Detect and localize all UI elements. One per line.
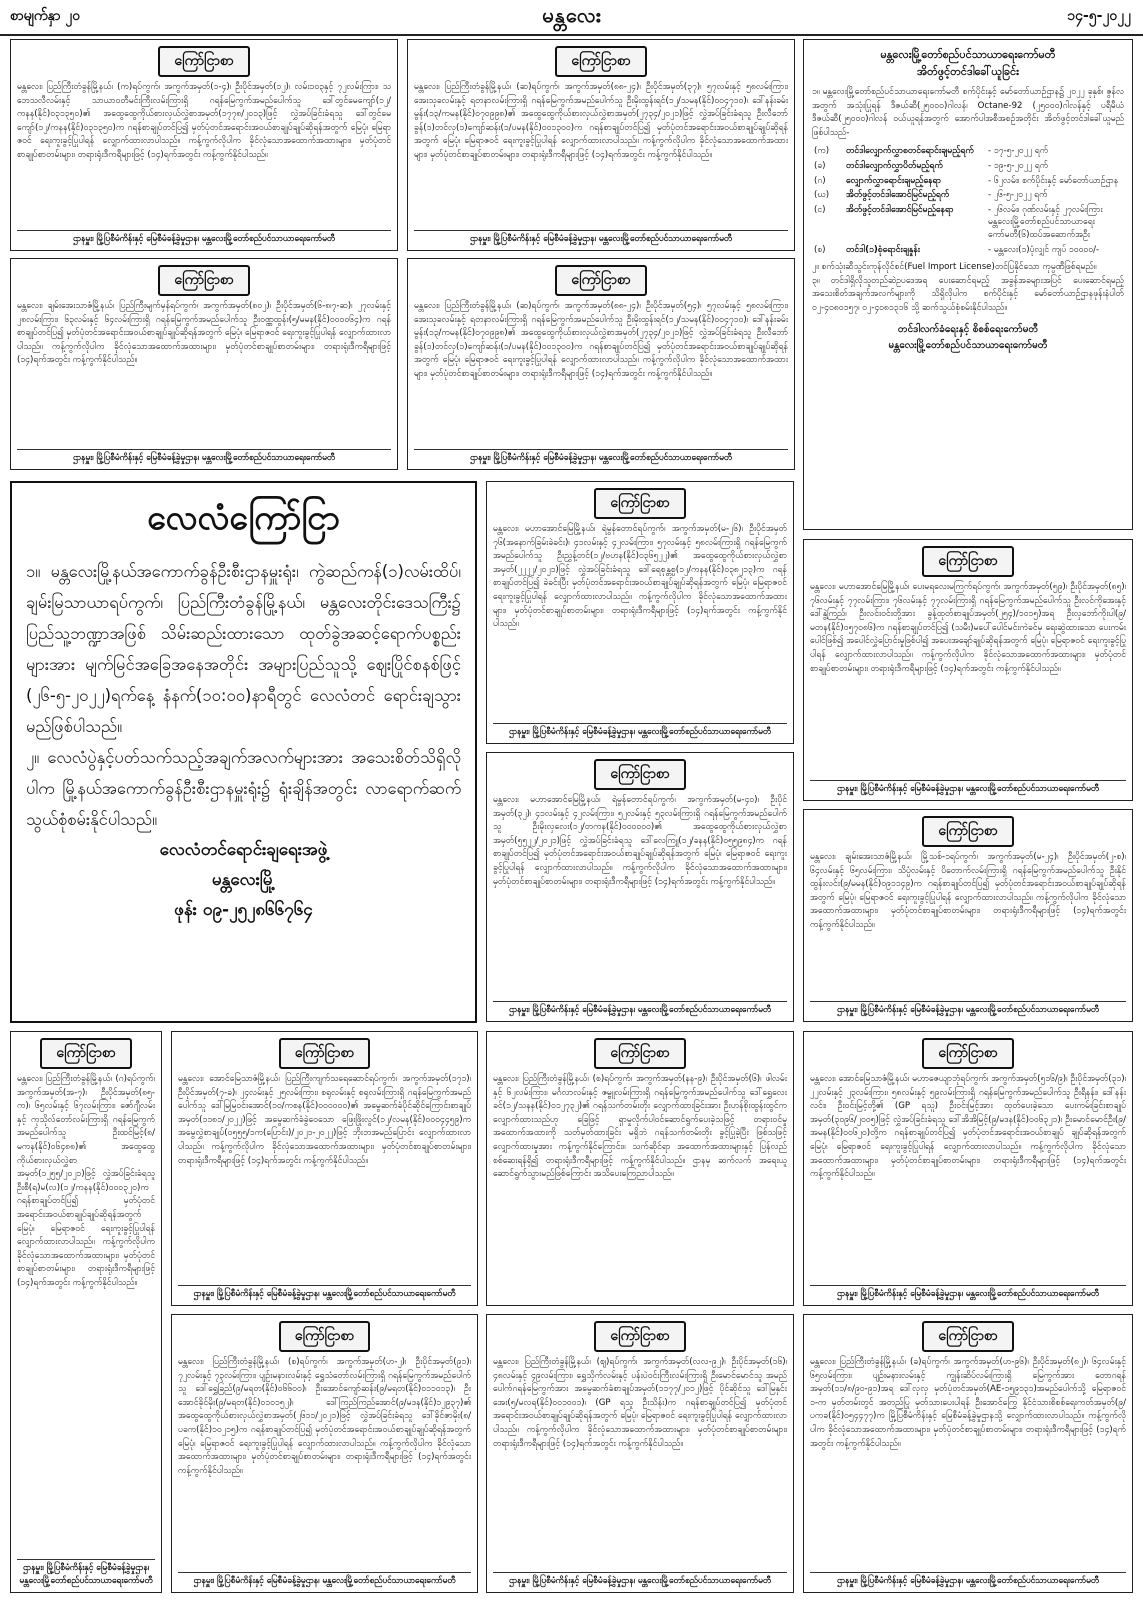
notice-title: ကြော်ငြာစာ <box>922 1038 1013 1069</box>
notice-body: မန္တလေး၊ အောင်မြေသာဇံမြို့နယ်၊ မဟာဇေယျာဘုံရပ်ကွက်၊ အကွက်အမှတ်(၅၁၆/၉)၊ ဦးပိုင်အမှတ်(၃၁)၊ ၂၂လမ်းနှင့် ၂၃လမ်းကြား၊ ၅၈လမ်းနှင့် ၅၉လမ်းကြားရှိ ဂရန်မြေကွက်အမည်ပေါက်သူ ဦးရီနန်း၊ ဒေါ်နန်းလင်း၊ ဦးဝင်းမြင့်တို့၏ (GP ရသူ) ဦးဝင်းမြင့်အား ထုတ်ပေးခဲ့သော ပေးကမ်းခြင်းစာချုပ်အမှတ်(၃၀၉၆/၂၀၀၅)ဖြင့် လွှဲအပ်ခြင်းခံရသူ ဒေါ်အိအိမြင့်(၉/မဒန(နိုင်)၀၀၆၃၂၁)၊ ဦးမောင်မောင်ဦး(၉/အမန(နိုင်)၀၀၆၂၀)တို့က ဂရန်စာချုပ်တင်ပြ၍ မှတ်ပုံတင်အရောင်းအဝယ်စာချုပ် ချုပ်ဆိုရန်အတွက် မြေပုံ၊ မြေရာဇဝင် ရေးကူးခွင့်ပြုပါရန် လျှောက်ထားလာပါသည်။ ကန့်ကွက်လိုပါက ခိုင်လုံသောအထောက်အထားများ၊ မှတ်ပုံတင်စာချုပ်စာတမ်းများ၊ တရားရုံးဒီကရီများဖြင့် (၁၄)ရက်အတွင်း ကန့်ကွက်နိုင်ပါသည်။ <box>810 1074 1129 1180</box>
notice-body: မန္တလေး၊ ပြည်ကြီးတံခွန်မြို့နယ်၊ (ဈ)ရပ်ကွက်၊ အကွက်အမှတ်(လလ-၉၂)၊ ဦးပိုင်အမှတ်(၁၆)၊ ၄၈လမ်းနှင့် ၄၉လမ်းကြား၊ ရွှေသိုက်လမ်းနှင့် ပန်းပဲဝင်းကြီးလမ်းကြားရှိ ဦးမောင်မောင်သူ အမည်ပေါက်ဂရန်မြေကွက်အား အမွေဆက်ခံစာချုပ်အမှတ်(၁၁၇၇/၂၀၁၂)ဖြင့် ပိုင်ဆိုင်သူ ဒေါ်မြနှင်းအေး(၅/မလရ(နိုင်)၀၀၁၀၀၁)၊ (GP ရသူ ဦးသိန်း)က ဂရန်စာချုပ်တင်ပြ၍ မှတ်ပုံတင်အရောင်းအဝယ်စာချုပ်ချုပ်ဆိုရန်အတွက် မြေပုံ၊ မြေရာဇဝင် ရေးကူးခွင့်ပြုပါရန် လျှောက်ထားလာပါသည်။ ကန့်ကွက်လိုပါက ခိုင်လုံသောအထောက်အထားများ၊ မှတ်ပုံတင်စာချုပ်စာတမ်းများ၊ တရားရုံးဒီကရီများဖြင့် (၁၄)ရက်အတွင်း ကန့်ကွက်နိုင်ပါသည်။ <box>493 1357 790 1449</box>
notice-1 <box>10 39 398 251</box>
notice-title: ကြော်ငြာစာ <box>594 488 685 519</box>
notice-signature: ဌာနမှူး၊ မြို့ပြစီမံကိန်းနှင့် မြေစီမံခန့်ခွဲမှုဌာန၊ မန္တလေးမြို့တော်စည်ပင်သာယာရေးကော်မတီ <box>178 1285 471 1301</box>
notice-body: မန္တလေး၊ မဟာအောင်မြေမြို့နယ်၊ ရဲမွန်တောင်ရပ်ကွက်၊ အကွက်အမှတ်(မ-၂၆)၊ ဦးပိုင်အမှတ် ၇၆(အနောက်ခြမ်းခဲခင်း)၊ ၄၁လမ်းနှင့် ၄၂လမ်းကြား၊ ၅၇လမ်းနှင့် ၅၈လမ်းကြားရှိ ဂရန်မြေကွက်အမည်ပေါက်သူ ဦးညွှန့်တင်(၁၂/ဗဟန(နိုင်)၀၃၆၅၂၂)၏ အထွေထွေကိုယ်စားလှယ်လွှဲစာအမှတ်(၂၂၂၂/၂၀၂၁)ဖြင့် လွှဲအပ်ခြင်းခံရသူ ဒေါ်ရေစုန္တစ္ပ(၁၂/ကနန(နိုင်)၀၃၈၂၁၃)က ဂရန်စာချုပ်တင်ပြ၍ ခဲခင်းပြီး မှတ်ပုံတင်အရောင်းအဝယ်စာချုပ်ချုပ်ဆိုရန်အတွက် မြေပုံ၊ မြေရာဇဝင် ရေးကူးခွင့်ပြုပါရန် လျှောက်ထားလာပါသည်။ ကန့်ကွက်လိုပါက ခိုင်လုံသောအထောက်အထားများ၊ မှတ်ပုံတင်စာချုပ်စာတမ်းများ၊ တရားရုံးဒီကရီများဖြင့် (၁၄)ရက်အတွင်း ကန့်ကွက်နိုင်ပါသည်။ <box>493 524 790 630</box>
fuel-tender-notice <box>803 39 1133 530</box>
notice-body: မန္တလေး၊ ပြည်ကြီးတံခွန်မြို့နယ်၊ (ဆ)ရပ်ကွက်၊ အကွက်အမှတ်(၈၈-၂၄)၊ ဦးပိုင်အမှတ်(၃၇)၊ ၅၇လမ်းနှင့် ၅၈လမ်းကြား၊ အေးသုခလမ်းနှင့် ရတနာလမ်းကြားရှိ ဂရန်မြေကွက်အမည်ပေါက်သူ ဦးမိုးထွန်းရင်(၁၂/သမန(နိုင်)၀၀၄၇၁၀)၊ ဒေါ်နန်းခမ်းမွန်း(၁၃/ကမန(နိုင်)၀၇၀၉၉၈)၏ အထွေထွေကိုယ်စားလှယ်လွှဲစာအမှတ်(၂၇၃၄/၂၀၂၁)ဖြင့် လွှဲအပ်ခြင်းခံရသူ ဦးလီဘော်ခွန်(၁)တင်လှ(၁)ကျော်ဆန်း(၁/ပမန(နိုင်)၀၀၁၃၀၀)က ဂရန်စာချုပ်တင်ပြ၍ မှတ်ပုံတင်အရောင်းအဝယ်စာချုပ်ချုပ်ဆိုရန်အတွက် မြေပုံ၊ မြေရာဇဝင် ရေးကူးခွင့်ပြုပါရန် လျှောက်ထားလာပါသည်။ ကန့်ကွက်လိုပါက ခိုင်လုံသောအထောက်အထားများ၊ မှတ်ပုံတင်စာချုပ်စာတမ်းများ၊ တရားရုံးဒီကရီများဖြင့် (၁၄)ရက်အတွင်း ကန့်ကွက်နိုင်ပါသည်။ <box>414 82 791 160</box>
tender-heading <box>812 46 1124 80</box>
notice-body: မန္တလေး၊ ပြည်ကြီးတံခွန်မြို့နယ်၊ (က)ရပ်ကွက်၊ အကွက်အမှတ်(၁-၄)၊ ဦးပိုင်အမှတ်(၁၂)၊ လမ်း၁၀၃နှင့် ၇၂လမ်းကြား၊ သဘေသလီလမ်းနှင့် သာယာဝတီမင်းကြီးလမ်းကြားရှိ ဂရန်မြေကွက်အမည်ပေါက်သူ ဒေါ်တွင်မေကျော်(၁၂/ကနန(နိုင်)၀၃၁၃၅၀)၏ အထွေထွေကိုယ်စားလှယ်လွှဲစာအမှတ်(၁၇၇၈/၂၀၁၃)ဖြင့် လွှဲအပ်ခြင်းခံရသူ ဒေါ်တွင်မေကျော်(၁၂/ကနန(နိုင်)၀၃၁၃၅၀)က ဂရန်စာချုပ်တင်ပြ၍ မှတ်ပုံတင်အရောင်းအဝယ်စာချုပ်ချုပ်ဆိုရန်အတွက် မြေပုံ၊ မြေရာဇဝင် ရေးကူးခွင့်ပြုပါရန် လျှောက်ထားလာပါသည်။ ကန့်ကွက်လိုပါက ခိုင်လုံသောအထောက်အထားများ၊ မှတ်ပုံတင်စာချုပ်စာတမ်းများ၊ တရားရုံးဒီကရီများဖြင့် (၁၄)ရက်အတွင်း ကန့်ကွက်နိုင်ပါသည်။ <box>17 82 391 160</box>
notice-title: ကြော်ငြာစာ <box>555 46 646 77</box>
tender-schedule <box>812 144 1124 257</box>
auction-signature: လေလံတင်ရောင်းချရေးအဖွဲ့ မန္တလေးမြို့ ဖုန်း ၀၉-၂၅၂၈၆၆၇၆၄ <box>26 835 461 925</box>
page-number: စာမျက်နှာ ၂၀ <box>10 8 81 24</box>
tender-para-2: ၂။ စက်သုံးဆီသွင်းကုန်လိုင်စင်(Fuel Import License)တင်ပြနိုင်သော ကုမ္ပဏီဖြစ်ရမည်။ <box>812 262 1097 273</box>
notice-11 <box>486 1031 794 1306</box>
notice-body: မန္တလေး၊ အောင်မြေသာဇံမြို့နယ်၊ ပြည်ကြီးကျက်သရေဆောင်ရပ်ကွက်၊ အကွက်အမှတ်(၁၇၁)၊ ဦးပိုင်အမှတ်(၇-ခ)၊ ၂၄လမ်းနှင့် ၂၅လမ်းကြား၊ စရုလမ်းနှင့် စရုလမ်းကြားရှိ ဂရန်မြေကွက်အမည်ပေါက်သူ ဒေါ်မြမြဝင်းအောင်(၁၀/ကစန(နိုင်)၀၀၀၀၀၀)၏ အမွေဆက်ခံပိုင်ဆိုင်ကြောင်းစာချုပ်အမှတ်(၁၁၈၁/၂၀၂၂)ဖြင့် အမွေဆက်ခံခွဲဝေသော ဖြေးဖြိုးလွင်(၁၂/လမန(နိုင်)၀၀၀၄၄၅၉)က အမွေလွှဲစာချုပ်(၀၅၅၅/၁က(ပြောင်း)/၂၀၂၁-၂၀၂၂)ဖြင့် ဘိုးဘအမည်ပြောင်း လျှောက်ထားလာပါသည်။ ကန့်ကွက်လိုပါက ခိုင်လုံသောအထောက်အထားများ၊ မှတ်ပုံတင်စာချုပ်စာတမ်းများ၊ တရားရုံးဒီကရီများဖြင့် (၁၄)ရက်အတွင်း ကန့်ကွက်နိုင်ပါသည်။ <box>178 1074 474 1166</box>
notice-title: ကြော်ငြာစာ <box>158 46 249 77</box>
page-header <box>0 0 1143 36</box>
notice-signature: ဌာနမှူး၊ မြို့ပြစီမံကိန်းနှင့် မြေစီမံခန့်ခွဲမှုဌာန၊ မန္တလေးမြို့တော်စည်ပင်သာယာရေးကော်မတီ <box>17 449 391 465</box>
notice-body: မန္တလေး၊ မဟာအောင်မြေမြို့နယ်၊ ရဲမွန်တောင်ရပ်ကွက်၊ အကွက်အမှတ်(မ-၄၀)၊ ဦးပိုင်အမှတ်(၃၂)၊ ၄၁လမ်းနှင့် ၄၂လမ်းကြား၊ ၅၂လမ်းနှင့် ၅၃လမ်းကြားရှိ ဂရန်မြေကွက်အမည်ပေါက်သူ ဦးမိုးလှလေး(၁၂/တကန(နိုင်)၀၀၀၀၀၀)၏ အထွေထွေကိုယ်စားလှယ်လွှဲစာအမှတ်(၅၅၂၂/၂၀၂၁)ဖြင့် လွှဲအပ်ခြင်းခံရသူ ဒေါ်လေကြူ(၁၂/ခနန(နိုင်)၀၅၅၉၈၄)က ဂရန်စာချုပ်တင်ပြ၍ မှတ်ပုံတင်အရောင်းအဝယ်စာချုပ်ချုပ်ဆိုရန်အတွက် မြေပုံ၊ မြေရာဇဝင် ရေးကူးခွင့်ပြုပါရန် လျှောက်ထားလာပါသည်။ ကန့်ကွက်လိုပါက ခိုင်လုံသောအထောက်အထားများ၊ မှတ်ပုံတင်စာချုပ်စာတမ်းများ၊ တရားရုံးဒီကရီများဖြင့် (၁၄)ရက်အတွင်း ကန့်ကွက်နိုင်ပါသည်။ <box>493 795 790 887</box>
notice-signature: ဌာနမှူး၊ မြို့ပြစီမံကိန်းနှင့် မြေစီမံခန့်ခွဲမှုဌာန၊ မန္တလေးမြို့တော်စည်ပင်သာယာရေးကော်မတီ <box>810 1572 1126 1588</box>
table-row: (ခ) တင်ဒါလျှောက်လွှာပိတ်မည့်ရက် - ၁၉-၅-၂၀၂၂ ရက် <box>814 160 1049 171</box>
notice-signature: ဌာနမှူး၊ မြို့ပြစီမံကိန်းနှင့် မြေစီမံခန့်ခွဲမှုဌာန၊ မန္တလေးမြို့တော်စည်ပင်သာယာရေးကော်မတီ <box>414 230 788 246</box>
notice-10 <box>171 1031 478 1306</box>
notice-signature: ဌာနမှူး၊ မြို့ပြစီမံကိန်းနှင့် မြေစီမံခန့်ခွဲမှုဌာန၊ မန္တလေးမြို့တော်စည်ပင်သာယာရေးကော်မတီ <box>493 1001 787 1017</box>
notice-body: မန္တလေး၊ ပြည်ကြီးတံခွန်မြို့နယ်၊ (ဂ)ရပ်ကွက်၊ အကွက်အမှတ်(အ-၇)၊ ဦးပိုင်အမှတ်(၈၅-က)၊ ၆၅လမ်းနှင့် ၆၇လမ်းကြား၊ ဇော်ဂျီလမ်းနှင့် ကုသိုလ်တော်လမ်းကြားရှိ ဂရန်မြေကွက်အမည်ပေါက်သူ ဦးထင်မြင့်(၈/မကန(နိုင်)၀၆၄၈၈)၏ အထွေထွေကိုယ်စားလှယ်လွှဲစာအမှတ်(၁၂၅၅/၂၀၂၁)ဖြင့် လွှဲအပ်ခြင်းခံရသူ ဦးစီ(ရ)မ(လ)(၁၂/ကနန(နိုင်)၀၀၀၃၂၀)က ဂရန်စာချုပ်တင်ပြ၍ မှတ်ပုံတင်အရောင်းအဝယ်စာချုပ်ချုပ်ဆိုရန်အတွက် မြေပုံ၊ မြေရာဇဝင် ရေးကူးခွင့်ပြုပါရန် လျှောက်ထားလာပါသည်။ ကန့်ကွက်လိုပါက ခိုင်လုံသောအထောက်အထားများ၊ မှတ်ပုံတင်စာချုပ်စာတမ်းများ၊ တရားရုံးဒီကရီများဖြင့် (၁၄)ရက်အတွင်း ကန့်ကွက်နိုင်ပါသည်။ <box>17 1074 158 1288</box>
table-row: (စ) တင်ဒါ(၁)စုံရောင်းချနှုန်း - မန္တလေး(၁)ပုံလျှင် ကျပ် ၁၀၀၀၀/- <box>814 244 1100 255</box>
auction-para-2: ၂။ လေလံပွဲနှင့်ပတ်သက်သည့်အချက်အလက်များအား အသေးစိတ်သိရှိလိုပါက မြို့နယ်အကောက်ခွန်ဦးစီးဌာနမှူးရုံး၌ ရုံးချိန်အတွင်း လာရောက်ဆက်သွယ်စုံစမ်းနိုင်ပါသည်။ <box>26 748 461 829</box>
notice-2 <box>407 39 795 251</box>
notice-body: မန္တလေး၊ ပြည်ကြီးတံခွန်မြို့နယ်၊ (စ)ရပ်ကွက်၊ အကွက်အမှတ်(ဟ-၂)၊ ဦးပိုင်အမှတ်(၉၁)၊ ၇၂လမ်းနှင့် ၇၃လမ်းကြား၊ ပျဉ်းမနားလမ်းနှင့် ရွှေသံတော်လမ်းကြားရှိ ဂရန်မြေကွက်အမည်ပေါက်သူ ဒေါ်ရွှေခြည်(၉/မရတ(နိုင်)၀၆၆၀၀)၊ ဦးအောင်ကျော်ဆန်း(၉/မရတ(နိုင်)၀၁၁၀၁၃)၊ ဦးအောင်ခိုင်မိုး(၉/မရတ(နိုင်)၀၁၀၁၅၂)၊ ဒေါ်ကြည်ကြည်အောင်(၉/မဒန(နိုင်)၁၂၉၃၇)၏ အထွေထွေကိုယ်စားလှယ်လွှဲစာအမှတ်(၂၆၁၁/၂၀၂၁)ဖြင့် လွှဲအပ်ခြင်းခံရသူ ဒေါ်ခိုင်ဇာမိုး(၈/ပခက(နိုင်)၁၀၂၁၅)က ဂရန်စာချုပ်တင်ပြ၍ မှတ်ပုံတင်အရောင်းအဝယ်စာချုပ်ချုပ်ဆိုရန်အတွက် မြေပုံ၊ မြေရာဇဝင် ရေးကူးခွင့်ပြုပါရန် လျှောက်ထားလာပါသည်။ ကန့်ကွက်လိုပါက ခိုင်လုံသောအထောက်အထားများ၊ မှတ်ပုံတင်စာချုပ်စာတမ်းများ၊ တရားရုံးဒီကရီများဖြင့် (၁၄)ရက်အတွင်း ကန့်ကွက်နိုင်ပါသည်။ <box>178 1357 474 1476</box>
auction-phone: ဖုန်း ၀၉-၂၅၂၈၆၆၇၆၄ <box>174 900 313 920</box>
table-row: (င) အိတ်ဖွင့်တင်ဒါအောင်မြင်မည့်နေရာ - ၂၆လမ်း၊ ဂုဏ်လမ်းနှင့် ၂၇လမ်းကြား မန္တလေးမြို့တော်စည်ပင်သာယာရေးကော်မတီ(၆)ထပ်အဆောက်အဦး <box>814 204 1103 240</box>
notice-body: မန္တလေး၊ ချမ်းအေးသာဇံမြို့နယ်၊ မြို့သစ်-၁ရပ်ကွက်၊ အကွက်အမှတ်(မ-၂၄)၊ ဦးပိုင်အမှတ်(၂-စ)၊ ၆၄လမ်းနှင့် ၆၅လမ်းကြား၊ သိပ္ပံလမ်းနှင့် ပိတောက်လမ်းကြားရှိ ဂရန်မြေကွက်အမည်ပေါက်သူ ဦးနိုင်ထွန်းလင်း(၉/မမန(နိုင်)၀၉၁၁၄၉)က ဂရန်စာချုပ်တင်ပြ၍ မှတ်ပုံတင်အရောင်းအဝယ်စာချုပ်ချုပ်ဆိုရန်အတွက် မြေပုံ၊ မြေရာဇဝင် ရေးကူးခွင့်ပြုပါရန် လျှောက်ထားလာပါသည်။ ကန့်ကွက်လိုပါက ခိုင်လုံသောအထောက်အထားများ၊ မှတ်ပုံတင်စာချုပ်စာတမ်းများ၊ တရားရုံးဒီကရီများဖြင့် (၁၄)ရက်အတွင်း ကန့်ကွက်နိုင်ပါသည်။ <box>810 852 1129 930</box>
table-row: (ဃ) အိတ်ဖွင့်တင်ဒါအောင်မြင်မည့်ရက် - ၂၆-၅-၂၀၂၂ ရက် <box>814 190 1048 201</box>
auction-notice <box>10 481 477 1023</box>
notice-12 <box>803 1031 1133 1306</box>
notice-title: ကြော်ငြာစာ <box>158 265 249 296</box>
notice-body: မန္တလေး၊ မဟာအောင်မြေမြို့နယ်၊ ပေးမရလေးမကြက်ရပ်ကွက်၊ အကွက်အမှတ်(၅၉)၊ ဦးပိုင်အမှတ်(၈၅)၊ ၇၆လမ်းနှင့် ၇၇လမ်းကြား၊ ၇၆လမ်းနှင့် ၇၇လမ်းကြားရှိ ဂရန်မြေကွက်အမည်ပေါက်သူ ဦးလင်ကိုအေးနှင့် ဒေါ်နွဲ့ကြည်၊ ဦးလင်းဝင်းတို့အား ခွန့်ထုတ်စာချုပ်အမှတ်(၂၅၄)/၁၀၁၅)အရ ဦးလှဘော်ကိုးပါ(၉/မတန(နိုင်)၀၅၇၀၈၆)က ဂရန်စာချုပ်တင်ပြ၍ (သမီး)မပေါ်ပေါင်မင်းကဲခင်မှ ရေးဆွဲထားသော ပေးကမ်းပေါင်ဖြစ်၍ အပေါင်လွှဲပြောင်းမှုဖြစ်ပါ၍ အပေးအချော်ချုပ်ဆိုရန်အတွက် မြေပုံ၊ မြေရာဇဝင် ရေးကူးခွင့်ပြုပါရန် လျှောက်ထားလာပါသည်။ ကန့်ကွက်လိုပါက ခိုင်လုံသောအထောက်အထားများ၊ မှတ်ပုံတင်စာချုပ်စာတမ်းများ၊ တရားရုံးဒီကရီများဖြင့် (၁၄)ရက်အတွင်း ကန့်ကွက်နိုင်ပါသည်။ <box>810 582 1129 674</box>
auction-para-1: ၁။ မန္တလေးမြို့နယ်အကောက်ခွန်ဦးစီးဌာနမှူးရုံး၊ ကွဲဆည်ကန်(၁)လမ်းထိပ်၊ ချမ်းမြသာယာရပ်ကွက်၊ ပြည်ကြီးတံခွန်မြို့နယ်၊ မန္တလေးတိုင်းဒေသကြီး၌ ပြည်သူ့ဘဏ္ဍာအဖြစ် သိမ်းဆည်းထားသော ထုတ်ခွဲအဆင့်ရောက်ပစ္စည်းများအား မျက်မြင်အခြေအနေအတိုင်း အများပြည်သူသို့ ဈေးပြိုင်စနစ်ဖြင့် (၂၆-၅-၂၀၂၂)ရက်နေ့ နံနက်(၁၀:၀၀)နာရီတွင် လေလံတင် ရောင်းချသွားမည်ဖြစ်ပါသည်။ <box>26 562 461 736</box>
notice-9 <box>10 1031 162 1593</box>
tender-org: မန္တလေးမြို့တော်စည်ပင်သာယာရေးကော်မတီ <box>880 48 1056 61</box>
tender-signature: တင်ဒါလက်ခံရေးနှင့် စိစစ်ရေးကော်မတီ မန္တလေးမြို့တော်စည်ပင်သာယာရေးကော်မတီ <box>888 323 1048 351</box>
notice-title: ကြော်ငြာစာ <box>279 1038 370 1069</box>
notice-15 <box>803 1314 1133 1593</box>
notice-4 <box>407 258 795 470</box>
notice-title: ကြော်ငြာစာ <box>594 759 685 790</box>
notice-title: ကြော်ငြာစာ <box>922 816 1013 847</box>
newspaper-logo: မန္တလေး <box>542 3 602 27</box>
notice-13 <box>171 1314 478 1593</box>
notice-signature: ဌာနမှူး၊ မြို့ပြစီမံကိန်းနှင့် မြေစီမံခန့်ခွဲမှုဌာန၊ မန္တလေးမြို့တော်စည်ပင်သာယာရေးကော်မတီ <box>810 1285 1126 1301</box>
notice-3 <box>10 258 398 470</box>
notice-title: ကြော်ငြာစာ <box>594 1321 685 1352</box>
notice-signature: ဌာနမှူး၊ မြို့ပြစီမံကိန်းနှင့် မြေစီမံခန့်ခွဲမှုဌာန၊ မန္တလေးမြို့တော်စည်ပင်သာယာရေးကော်မတီ <box>810 780 1126 796</box>
notice-body: မန္တလေး၊ ပြည်ကြီးတံခွန်မြို့နယ်၊ (စ)ရပ်ကွက်၊ အကွက်အမှတ်(နန-၉)၊ ဦးပိုင်အမှတ်(၆)၊ ဖါလမ်းနှင့် ၆၂လမ်းကြား၊ မင်္ဂလာလမ်းနှင့် ဇမ္ဗူလမ်းကြားရှိ ဂရန်မြေကွက်အမည်ပေါက်သူ ဒေါ်ရွှေလေးခင်(၁၂/သနန(နိုင်)၀၁၂၇၃၂)၏ ဂရန်သက်တမ်းတိုး လျှောက်ထားခြင်းအား ဦးဟန်စိုးထွန်းထွင်က လျှောက်ထားသည်ဟု ခြေဖြင့် ရှာမှုလိုက်ပါဝင်ဆောင်ရွက်ပေးခဲ့သဖြင့် တရားဝင်မှုအထောက်အထားကို သတ်မှတ်ထားခြင်း မရှိဘဲ ဂရန်သက်တမ်းတိုး ခွင့်ပြုခဲ့ပြီး ဖြစ်သဖြင့် လျှောက်ထားမှုအား ကန့်ကွက်နိုင်ကြောင်း။ သက်ဆိုင်ရာ အထောက်အထားများနှင့် ပြန်လည်စစ်ဆေးရန်ရှိ၍ တရားရုံးဒီကရီများဖြင့် ကန့်ကွက်နိုင်ပါသည်။ ဌာနမှ ဆက်လက် အရေးယူဆောင်ရွက်သွားမည်ဖြစ်ကြောင်း အသိပေးကြေညာပါသည်။ <box>493 1074 790 1180</box>
notice-body: မန္တလေး၊ ပြည်ကြီးတံခွန်မြို့နယ်၊ (ခ)ရပ်ကွက်၊ အကွက်အမှတ်(ဟ-၉၆)၊ ဦးပိုင်အမှတ်(၈၂)၊ ၆၄လမ်းနှင့် ၆၅လမ်းကြား၊ ပျဉ်းမနားလမ်းနှင့် ကျွန်းဆိပ်လမ်းကြားရှိ မြေကွက်အား တောဂရန်အမှတ်(၁၁/၈/၉၀-၉၁)အရ ဒေါ်လှလှ မှတ်ပုံတင်အမှတ်(AE-၁၅၉၁၃၁)အမည်ပေါက်သို့ မြေရာဇဝင် ၁-က မှတ်တမ်းတွင် အတည်ပြု မှတ်သားပေးပါရန် ဦးအောင်ကြွေ နိုင်ငံသားစိစစ်ရေးကတ်အမှတ်(၉/ပကခ(နိုင်)၀၅၄၄၇၇)က မြို့ပြစီမံကိန်းနှင့် မြေစီမံခန့်ခွဲမှုဌာနသို့ လျှောက်ထားလာပါသည်။ ကန့်ကွက်လိုပါက ခိုင်လုံသောအထောက်အထားများ၊ မှတ်ပုံတင်စာချုပ်စာတမ်းများ၊ တရားရုံးဒီကရီများဖြင့် (၁၄)ရက်အတွင်း ကန့်ကွက်နိုင်ပါသည်။ <box>810 1357 1129 1449</box>
tender-para-3: ၃။ တင်ဒါရှိလိုသူတည်ဆဲဥပဒေအရ ပေးဆောင်ရမည့် အခွန်အခများအပြင် ပေးဆောင်ရမည့် အသေးစိတ်အချက်အလက်များကို သိရှိလိုပါက စက်ပိုင်းနှင့် မော်တော်ယာဉ်ဌာနဖုန်းနံပါတ် ၀၂-၄၀၈၀၁၅၇၊ ၀၂-၄၀၈၁၃၁၆ သို့ ဆက်သွယ်စုံစမ်းနိုင်ပါသည်။ <box>812 275 1124 313</box>
notice-title: ကြော်ငြာစာ <box>594 1038 685 1069</box>
table-row: (ဂ) လျှောက်လွှာရောင်းချမည့်နေရာ - ၆၂လမ်း၊ စက်ပိုင်းနှင့် မော်တော်ယာဉ်ဌာန <box>814 175 1119 186</box>
notice-signature: ဌာနမှူး၊ မြို့ပြစီမံကိန်းနှင့် မြေစီမံခန့်ခွဲမှုဌာန၊ မန္တလေးမြို့တော်စည်ပင်သာယာရေးကော်မတီ <box>810 1001 1126 1017</box>
notice-body: မန္တလေး၊ ပြည်ကြီးတံခွန်မြို့နယ်၊ (ဆ)ရပ်ကွက်၊ အကွက်အမှတ်(၈၈-၂၄)၊ ဦးပိုင်အမှတ်(၅၄)၊ ၅၇လမ်းနှင့် ၅၈လမ်းကြား၊ အေးသုခလမ်းနှင့် ရတနာလမ်းကြားရှိ ဂရန်မြေကွက်အမည်ပေါက်သူ ဦးမိုးထွန်းရင်(၁၂/သမန(နိုင်)၀၀၄၇၁၀)၊ ဒေါ်နန်းခမ်းမွန်း(၁၃/ကမန(နိုင်)၀၇၀၉၉၈)၏ အထွေထွေကိုယ်စားလှယ်လွှဲစာအမှတ်(၂၇၃၄/၂၀၂၁)ဖြင့် လွှဲအပ်ခြင်းခံရသူ ဦးလီဘော်ခွန်(၁)တင်လှ(၁)ကျော်ဆန်း(၁/ပမန(နိုင်)၀၀၁၃၀၀)က ဂရန်စာချုပ်တင်ပြ၍ မှတ်ပုံတင်အရောင်းအဝယ်စာချုပ်ချုပ်ဆိုရန်အတွက် မြေပုံ၊ မြေရာဇဝင် ရေးကူးခွင့်ပြုပါရန် လျှောက်ထားလာပါသည်။ ကန့်ကွက်လိုပါက ခိုင်လုံသောအထောက်အထားများ၊ မှတ်ပုံတင်စာချုပ်စာတမ်းများ၊ တရားရုံးဒီကရီများဖြင့် (၁၄)ရက်အတွင်း ကန့်ကွက်နိုင်ပါသည်။ <box>414 301 791 379</box>
table-row: (က) တင်ဒါလျှောက်လွှာစတင်ရောင်းချမည့်ရက် - ၁၇-၅-၂၀၂၂ ရက် <box>814 146 1049 157</box>
notice-5 <box>486 481 794 744</box>
notice-signature: ဌာနမှူး၊ မြို့ပြစီမံကိန်းနှင့် မြေစီမံခန့်ခွဲမှုဌာန၊ မန္တလေးမြို့တော်စည်ပင်သာယာရေးကော်မတီ <box>493 1572 787 1588</box>
notice-signature: ဌာနမှူး၊ မြို့ပြစီမံကိန်းနှင့် မြေစီမံခန့်ခွဲမှုဌာန၊ မန္တလေးမြို့တော်စည်ပင်သာယာရေးကော်မတီ <box>414 449 788 465</box>
notice-signature: ဌာနမှူး၊ မြို့ပြစီမံကိန်းနှင့် မြေစီမံခန့်ခွဲမှုဌာန၊ မန္တလေးမြို့တော်စည်ပင်သာယာရေးကော်မတီ <box>17 230 391 246</box>
notice-title: ကြော်ငြာစာ <box>922 1321 1013 1352</box>
notice-8 <box>803 809 1133 1022</box>
tender-para-1: ၁။ မန္တလေးမြို့တော်စည်ပင်သာယာရေးကော်မတီ စက်ပိုင်းနှင့် မော်တော်ယာဉ်ဌာန၌ ၂၀၂၂ ခုနှစ်၊ ဇွန်လအတွက် အသုံးပြုရန် ဒီဇယ်ဆီ(၂၅၀၀၀)ဂါလန်၊ Octane-92 (၂၅၀၀၀)ဂါလန်နှင့် ပရီမီယံဒီဇယ်ဆီ(၂၅၀၀၀)ဂါလန် ဝယ်ယူရန်အတွက် အောက်ပါအစီအစဉ်အတိုင်း အိတ်ဖွင့်တင်ဒါခေါ်ယူမည်ဖြစ်ပါသည်- <box>812 87 1124 138</box>
notice-title: ကြော်ငြာစာ <box>922 546 1013 577</box>
notice-signature: ဌာနမှူး၊ မြို့ပြစီမံကိန်းနှင့် မြေစီမံခန့်ခွဲမှုဌာန၊ မန္တလေးမြို့တော်စည်ပင်သာယာရေးကော်မတီ <box>493 723 787 739</box>
notice-7 <box>803 539 1133 801</box>
notice-signature: ဌာနမှူး၊ မြို့ပြစီမံကိန်းနှင့် မြေစီမံခန့်ခွဲမှုဌာန၊ မန္တလေးမြို့တော်စည်ပင်သာယာရေးကော်မတီ <box>178 1572 471 1588</box>
notice-signature: ဌာနမှူး၊ မြို့ပြစီမံကိန်းနှင့် မြေစီမံခန့်ခွဲမှုဌာန၊ မန္တလေးမြို့တော်စည်ပင်သာယာရေးကော်မတီ <box>17 1559 155 1588</box>
notice-body: မန္တလေး၊ ချမ်းအေးသာဇံမြို့နယ်၊ ပြည်ကြီးမျက်မှန်ရပ်ကွက်၊ အကွက်အမှတ်(၈၀၂)၊ ဦးပိုင်အမှတ်(၆-၈၊၇-ဆ)၊ ၂၇လမ်းနှင့် ၂၈လမ်းကြား၊ ၆၃လမ်းနှင့် ၆၄လမ်းကြားရှိ ဂရန်မြေကွက်အမည်ပေါက်သူ ဦးဝဏ္ဏထွန်း(၅/မမန(နိုင်)၀၀၀၀၆၄)က ဂရန်စာချုပ်တင်ပြ၍ မှတ်ပုံတင်အရောင်းအဝယ်စာချုပ်ချုပ်ဆိုရန်အတွက် မြေပုံ၊ မြေရာဇဝင် ရေးကူးခွင့်ပြုပါရန် လျှောက်ထားလာပါသည်။ ကန့်ကွက်လိုပါက ခိုင်လုံသောအထောက်အထားများ၊ မှတ်ပုံတင်စာချုပ်စာတမ်းများ၊ တရားရုံးဒီကရီများဖြင့် (၁၄)ရက်အတွင်း ကန့်ကွက်နိုင်ပါသည်။ <box>17 301 394 366</box>
auction-title: လေလံကြော်ငြာ <box>147 498 340 538</box>
notice-title: ကြော်ငြာစာ <box>40 1038 131 1069</box>
notice-title: ကြော်ငြာစာ <box>279 1321 370 1352</box>
notice-14 <box>486 1314 794 1593</box>
notice-title: ကြော်ငြာစာ <box>555 265 646 296</box>
issue-date: ၁၄-၅-၂၀၂၂ <box>1067 8 1131 24</box>
tender-title: အိတ်ဖွင့်တင်ဒါခေါ်ယူခြင်း <box>917 65 1019 78</box>
notice-6 <box>486 752 794 1022</box>
